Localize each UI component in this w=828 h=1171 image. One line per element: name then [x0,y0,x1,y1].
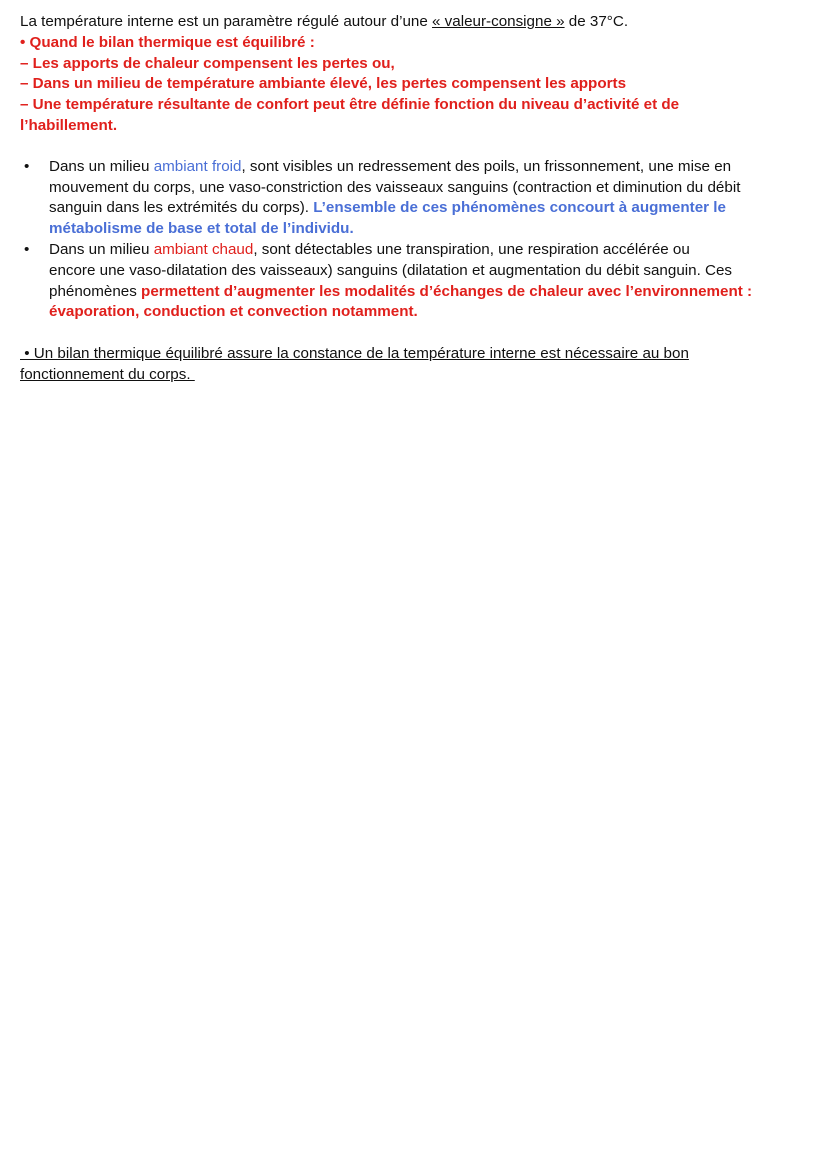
froid-line-2: mouvement du corps, une vaso-constriction des vaisseaux sanguins (contraction et diminution du débit [49,178,741,196]
valeur-consigne-term: « valeur-consigne » [432,13,565,30]
intro-sentence [20,12,818,33]
intro-temperature: de 37°C. [564,13,629,30]
chaud-line-4: évaporation, conduction et convection notamment. [49,303,418,321]
chaud-line-3 [49,282,818,303]
froid-text-b: , sont visibles un redressement des poils, un frissonnement, une mise en [241,157,732,175]
intro-text: La température interne est un paramètre régulé autour d’une [20,13,433,30]
chaud-text-a: Dans un milieu [49,240,154,258]
froid-text-c: sanguin dans les extrémités du corps). [49,199,314,217]
froid-conclusion: L’ensemble de ces phénomènes concourt à augmenter le [313,199,726,217]
conclusion-block [20,344,818,386]
froid-text-a: Dans un milieu [49,157,154,175]
conclusion-line-2: fonctionnement du corps. [20,365,195,383]
intro-block [20,12,818,137]
ambiant-chaud-term: ambiant chaud [153,240,254,258]
equilibre-item-2: – Dans un milieu de température ambiante élevé, les pertes compensent les apports [20,75,627,93]
chaud-line-2: encore une vaso-dilatation des vaisseaux) sanguins (dilatation et augmentation du débit sanguin. Ces [49,261,733,279]
conclusion-line-1: • Un bilan thermique équilibré assure la constance de la température interne est nécessaire au bon [20,345,689,363]
chaud-conclusion: permettent d’augmenter les modalités d’échanges de chaleur avec l’environnement : [141,282,753,300]
equilibre-item-3-cont: l’habillement. [20,116,118,134]
document-page [20,12,818,386]
equilibre-heading: • Quand le bilan thermique est équilibré : [20,33,315,51]
chaud-line-1 [49,240,818,261]
milieu-list [20,157,818,323]
ambiant-froid-term: ambiant froid [153,157,242,175]
froid-line-4: métabolisme de base et total de l’individu. [49,220,354,238]
froid-line-1 [49,157,818,178]
equilibre-item-1: – Les apports de chaleur compensent les pertes ou, [20,54,395,72]
list-item-froid [20,157,818,240]
froid-line-3 [49,198,818,219]
chaud-text-c: phénomènes [49,282,142,300]
equilibre-item-3: – Une température résultante de confort peut être définie fonction du niveau d’activité et de [20,96,680,114]
list-item-chaud [20,240,818,323]
chaud-text-b: , sont détectables une transpiration, une respiration accélérée ou [253,240,690,258]
